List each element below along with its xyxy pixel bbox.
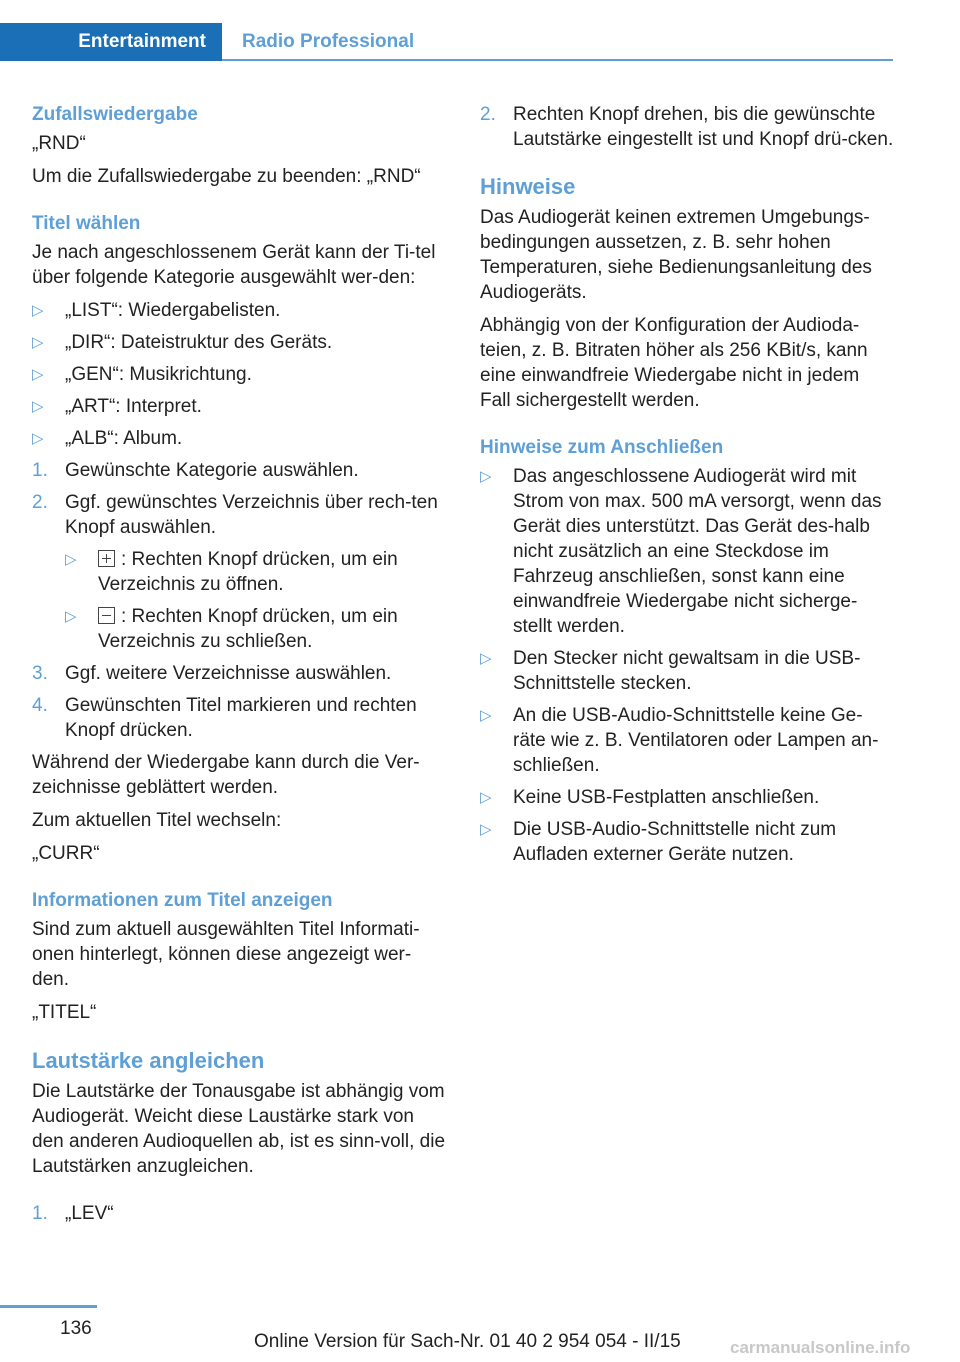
title-intro: Je nach angeschlossenem Gerät kann der Ti-tel über folgende Kategorie ausgewählt wer-den: — [32, 242, 436, 288]
tab-entertainment[interactable]: Entertainment — [0, 23, 222, 61]
page-number: 136 — [60, 1318, 92, 1339]
volume-text: Die Lautstärke der Tonausgabe ist abhängig vom Audiogerät. Weicht diese Laustärke stark von den anderen Audioquellen ab, ist es sinn-voll, die Lautstärken anzugleichen. — [32, 1081, 446, 1177]
minus-box-icon — [98, 607, 115, 624]
list-item: ▷ „ALB“: Album. — [32, 428, 183, 449]
triangle-right-icon: ▷ — [32, 398, 44, 415]
volume-step-2: 2. Rechten Knopf drehen, bis die gewünschte Lautstärke eingestellt ist und Knopf drü-cken. — [480, 104, 894, 150]
step-1: 1. Gewünschte Kategorie auswählen. — [32, 460, 359, 481]
list-item: ▷ „ART“: Interpret. — [32, 396, 202, 417]
triangle-right-icon: ▷ — [480, 789, 492, 806]
sub-item-open: ▷ : Rechten Knopf drücken, um ein Verzeichnis zu öffnen. — [65, 549, 398, 595]
heading-connect: Hinweise zum Anschließen — [480, 437, 724, 458]
browse-text: Während der Wiedergabe kann durch die Ver-zeichnisse geblättert werden. — [32, 752, 420, 798]
triangle-right-icon: ▷ — [480, 650, 492, 667]
info-code: „TITEL“ — [32, 1002, 97, 1023]
list-item: ▷ „DIR“: Dateistruktur des Geräts. — [32, 332, 333, 353]
step-2: 2. Ggf. gewünschtes Verzeichnis über rech-ten Knopf auswählen. — [32, 492, 438, 538]
notes-paragraph-2: Abhängig von der Konfiguration der Audioda-teien, z. B. Bitraten höher als 256 KBit/s, kann eine einwandfreie Wiedergabe nicht in jedem Fall sichergestellt werden. — [480, 315, 868, 411]
triangle-right-icon: ▷ — [32, 302, 44, 319]
random-end-text: Um die Zufallswiedergabe zu beenden: „RND“ — [32, 166, 421, 187]
info-text: Sind zum aktuell ausgewählten Titel Informati-onen hinterlegt, können diese angezeigt wer-den. — [32, 919, 420, 990]
triangle-right-icon: ▷ — [32, 334, 44, 351]
heading-info: Informationen zum Titel anzeigen — [32, 890, 333, 911]
list-item: ▷ „GEN“: Musikrichtung. — [32, 364, 252, 385]
list-item: ▷ Die USB-Audio-Schnittstelle nicht zum Aufladen externer Geräte nutzen. — [480, 819, 837, 865]
list-item: ▷ Das angeschlossene Audiogerät wird mit Strom von max. 500 mA versorgt, wenn das Gerät dies unterstützt. Das Gerät des-halb nicht zusätzlich an eine Steckdose im Fahrzeug anschließen, sonst kann eine einwandfreie Wiedergabe nicht sicherge-stellt werden. — [480, 466, 882, 637]
current-code: „CURR“ — [32, 843, 100, 864]
triangle-right-icon: ▷ — [65, 551, 77, 568]
tab-radio-professional[interactable]: Radio Professional — [242, 31, 415, 52]
heading-notes: Hinweise — [480, 174, 576, 199]
heading-volume: Lautstärke angleichen — [32, 1048, 265, 1073]
header-divider — [222, 59, 893, 61]
current-intro: Zum aktuellen Titel wechseln: — [32, 810, 282, 831]
list-item: ▷ „LIST“: Wiedergabelisten. — [32, 300, 281, 321]
triangle-right-icon: ▷ — [65, 608, 77, 625]
plus-box-icon — [98, 550, 115, 567]
right-column — [480, 102, 895, 874]
list-item: ▷ Den Stecker nicht gewaltsam in die USB-Schnittstelle stecken. — [480, 648, 861, 694]
triangle-right-icon: ▷ — [32, 430, 44, 447]
watermark: carmanualsonline.info — [730, 1338, 911, 1357]
heading-title-select: Titel wählen — [32, 213, 141, 234]
volume-step-1: 1. „LEV“ — [32, 1203, 114, 1224]
online-version-note: Online Version für Sach-Nr. 01 40 2 954 054 - II/15 — [254, 1331, 681, 1352]
random-code: „RND“ — [32, 133, 86, 154]
triangle-right-icon: ▷ — [32, 366, 44, 383]
heading-random: Zufallswiedergabe — [32, 104, 198, 125]
step-3: 3. Ggf. weitere Verzeichnisse auswählen. — [32, 663, 392, 684]
step-4: 4. Gewünschten Titel markieren und rechten Knopf drücken. — [32, 695, 417, 741]
list-item: ▷ Keine USB-Festplatten anschließen. — [480, 787, 820, 808]
list-item: ▷ An die USB-Audio-Schnittstelle keine Ge-räte wie z. B. Ventilatoren oder Lampen an-schließen. — [480, 705, 879, 776]
left-column — [32, 102, 447, 1233]
triangle-right-icon: ▷ — [480, 707, 492, 724]
page-header — [0, 23, 893, 61]
triangle-right-icon: ▷ — [480, 468, 492, 485]
notes-paragraph-1: Das Audiogerät keinen extremen Umgebungs-bedingungen aussetzen, z. B. sehr hohen Temperaturen, siehe Bedienungsanleitung des Audiogeräts. — [480, 207, 872, 303]
triangle-right-icon: ▷ — [480, 821, 492, 838]
sub-item-close: ▷ : Rechten Knopf drücken, um ein Verzeichnis zu schließen. — [65, 606, 398, 652]
footer-divider — [0, 1305, 97, 1308]
